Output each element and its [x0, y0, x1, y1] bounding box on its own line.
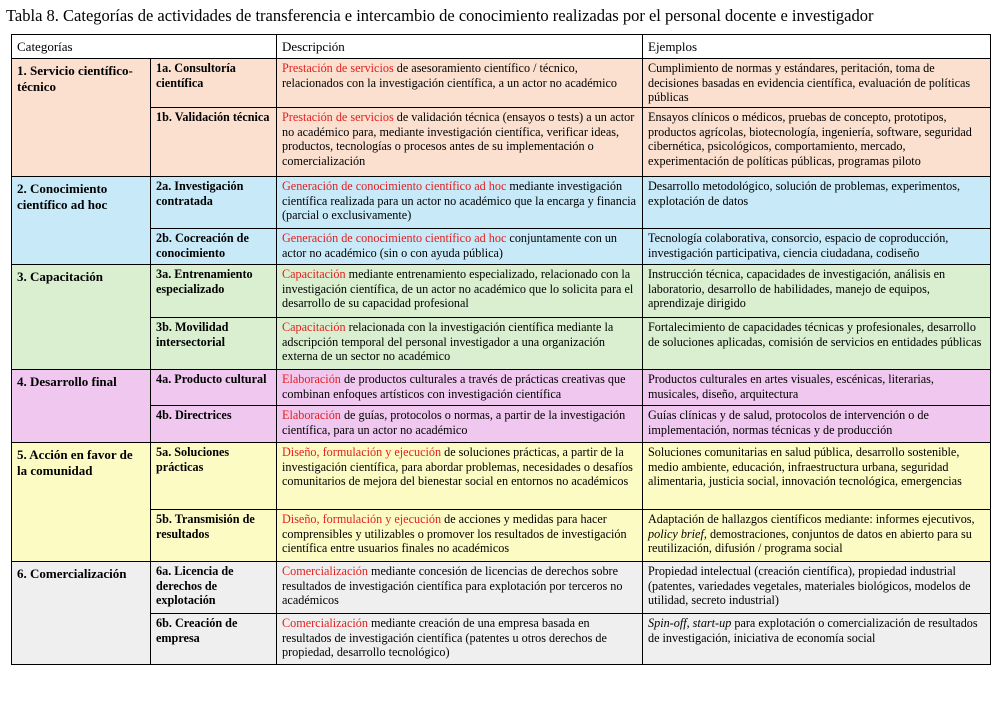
- examples-cell: Propiedad intelectual (creación científica), propiedad industrial (patentes, variedades vegetales, materiales biológicos, modelos de utilidad, secreto industrial): [643, 562, 991, 614]
- table-row: [12, 406, 991, 443]
- category-cell: 2. Conocimiento científico ad hoc: [12, 177, 151, 265]
- category-cell: 1. Servicio científico-técnico: [12, 59, 151, 177]
- table-row: [12, 318, 991, 370]
- examples-italic: Spin-off, start-up: [648, 616, 732, 630]
- examples-italic: policy brief: [648, 526, 704, 541]
- description-text: de asesoramiento científico / técnico, relacionados con la investigación científica, a un actor no académico: [282, 61, 618, 90]
- description-text: mediante creación de una empresa basada en resultados de investigación científica (patentes u otros derechos de propiedad, desarrollo tecnológico): [282, 616, 607, 660]
- description-keyword: Elaboración: [282, 408, 341, 422]
- subcategory-cell: 4a. Producto cultural: [151, 370, 277, 406]
- description-keyword: Diseño, formulación y ejecución: [282, 512, 442, 526]
- description-keyword: Prestación de servicios: [282, 110, 394, 124]
- description-cell: [277, 229, 643, 265]
- table-header-row: [12, 35, 991, 59]
- description-cell: [277, 177, 643, 229]
- description-cell: [277, 318, 643, 370]
- description-cell: [277, 406, 643, 443]
- header-descripcion: Descripción: [277, 35, 643, 59]
- examples-cell: Productos culturales en artes visuales, escénicas, literarias, musicales, diseño, arquitectura: [643, 370, 991, 406]
- description-keyword: Comercialización: [282, 616, 368, 630]
- description-keyword: Generación de conocimiento científico ad hoc: [282, 231, 507, 245]
- description-keyword: Capacitación: [282, 320, 346, 334]
- examples-text: , demostraciones, conjuntos de datos en abierto para su reutilización, difusión / programa social: [648, 526, 972, 556]
- header-categorias: Categorías: [12, 35, 277, 59]
- description-text: mediante investigación científica realizada para un actor no académico que la encarga y financia (parcial o exclusivamente): [282, 179, 637, 223]
- table-row: [12, 59, 991, 108]
- description-text: de soluciones prácticas, a partir de la investigación científica, para abordar problemas, necesidades o desafíos comunitarios de mejora del bienestar social en entornos no académicos: [282, 445, 633, 489]
- table-row: [12, 229, 991, 265]
- examples-cell: Guías clínicas y de salud, protocolos de intervención o de implementación, normas técnicas y de producción: [643, 406, 991, 443]
- description-text: mediante entrenamiento especializado, relacionado con la investigación científica, de un actor no académico que lo solicita para el desarrollo de su capacidad profesional: [282, 267, 634, 311]
- description-cell: [277, 443, 643, 510]
- category-cell: 3. Capacitación: [12, 265, 151, 370]
- subcategory-cell: 1b. Validación técnica: [151, 108, 277, 177]
- examples-text: Adaptación de hallazgos científicos mediante: informes ejecutivos,: [648, 512, 975, 526]
- description-cell: [277, 265, 643, 318]
- table-row: [12, 614, 991, 665]
- description-keyword: Elaboración: [282, 372, 341, 386]
- description-cell: [277, 614, 643, 665]
- description-text: conjuntamente con un actor no académico (sin o con ayuda pública): [282, 231, 618, 260]
- description-keyword: Capacitación: [282, 267, 346, 281]
- description-keyword: Diseño, formulación y ejecución: [282, 445, 442, 459]
- examples-text: para explotación o comercialización de resultados de investigación, iniciativa de economía social: [648, 616, 978, 645]
- examples-cell: Fortalecimiento de capacidades técnicas y profesionales, desarrollo de soluciones aplicadas, comisión de servicios en entidades públicas: [643, 318, 991, 370]
- description-cell: [277, 510, 643, 562]
- examples-cell: Desarrollo metodológico, solución de problemas, experimentos, explotación de datos: [643, 177, 991, 229]
- subcategory-cell: 2a. Investigación contratada: [151, 177, 277, 229]
- table-caption: Tabla 8. Categorías de actividades de transferencia e intercambio de conocimiento realizadas por el personal docente e investigador: [6, 6, 874, 25]
- description-text: de guías, protocolos o normas, a partir de la investigación científica, para un actor no académico: [282, 408, 626, 437]
- examples-cell: Ensayos clínicos o médicos, pruebas de concepto, prototipos, productos agrícolas, biotecnología, ingeniería, software, seguridad cibernética, psicológicos, comportamiento, mercado, experimentación de políticas públicas, programas piloto: [643, 108, 991, 177]
- subcategory-cell: 5b. Transmisión de resultados: [151, 510, 277, 562]
- table-row: [12, 177, 991, 229]
- category-cell: 6. Comercialización: [12, 562, 151, 665]
- category-cell: 5. Acción en favor de la comunidad: [12, 443, 151, 562]
- examples-cell: Soluciones comunitarias en salud pública, desarrollo sostenible, medio ambiente, educación, infraestructura urbana, seguridad alimentaria, justicia social, innovación tecnológica, emergencias: [643, 443, 991, 510]
- description-keyword: Comercialización: [282, 564, 368, 578]
- description-cell: [277, 59, 643, 108]
- subcategory-cell: 5a. Soluciones prácticas: [151, 443, 277, 510]
- table-row: [12, 562, 991, 614]
- examples-cell: Tecnología colaborativa, consorcio, espacio de coproducción, investigación participativa, ciencia ciudadana, codiseño: [643, 229, 991, 265]
- examples-cell: [643, 510, 991, 562]
- table-row: [12, 370, 991, 406]
- description-cell: [277, 562, 643, 614]
- table-row: [12, 265, 991, 318]
- description-keyword: Prestación de servicios: [282, 61, 394, 75]
- description-text: de productos culturales a través de prácticas creativas que combinan enfoques artísticos con investigación científica: [282, 372, 626, 401]
- examples-cell: Cumplimiento de normas y estándares, peritación, toma de decisiones basadas en evidencia científica, evaluación de políticas públicas: [643, 59, 991, 108]
- table-row: [12, 443, 991, 510]
- subcategory-cell: 3a. Entrenamiento especializado: [151, 265, 277, 318]
- description-text: de acciones y medidas para hacer comprensibles y utilizables o promover los resultados de investigación científica entre usuarios finales no académicos: [282, 512, 627, 556]
- subcategory-cell: 1a. Consultoría científica: [151, 59, 277, 108]
- header-ejemplos: Ejemplos: [643, 35, 991, 59]
- table-row: [12, 510, 991, 562]
- examples-cell: Instrucción técnica, capacidades de investigación, análisis en laboratorio, desarrollo de habilidades, manejo de equipos, aprendizaje dirigido: [643, 265, 991, 318]
- description-cell: [277, 108, 643, 177]
- subcategory-cell: 2b. Cocreación de conocimiento: [151, 229, 277, 265]
- subcategory-cell: 6b. Creación de empresa: [151, 614, 277, 665]
- description-text: de validación técnica (ensayos o tests) a un actor no académico para, mediante investigación científica, verificar ideas, productos, tecnologías o procesos antes de su implementación o comercialización: [282, 110, 635, 168]
- subcategory-cell: 6a. Licencia de derechos de explotación: [151, 562, 277, 614]
- subcategory-cell: 4b. Directrices: [151, 406, 277, 443]
- categories-table: [11, 34, 991, 665]
- examples-cell: [643, 614, 991, 665]
- description-text: relacionada con la investigación científica mediante la adscripción temporal del personal investigador a una organización externa de un sector no académico: [282, 320, 614, 364]
- description-keyword: Generación de conocimiento científico ad hoc: [282, 179, 507, 193]
- description-text: mediante concesión de licencias de derechos sobre resultados de investigación científica para explotación por terceros no académicos: [282, 564, 623, 608]
- table-row: [12, 108, 991, 177]
- category-cell: 4. Desarrollo final: [12, 370, 151, 443]
- description-cell: [277, 370, 643, 406]
- subcategory-cell: 3b. Movilidad intersectorial: [151, 318, 277, 370]
